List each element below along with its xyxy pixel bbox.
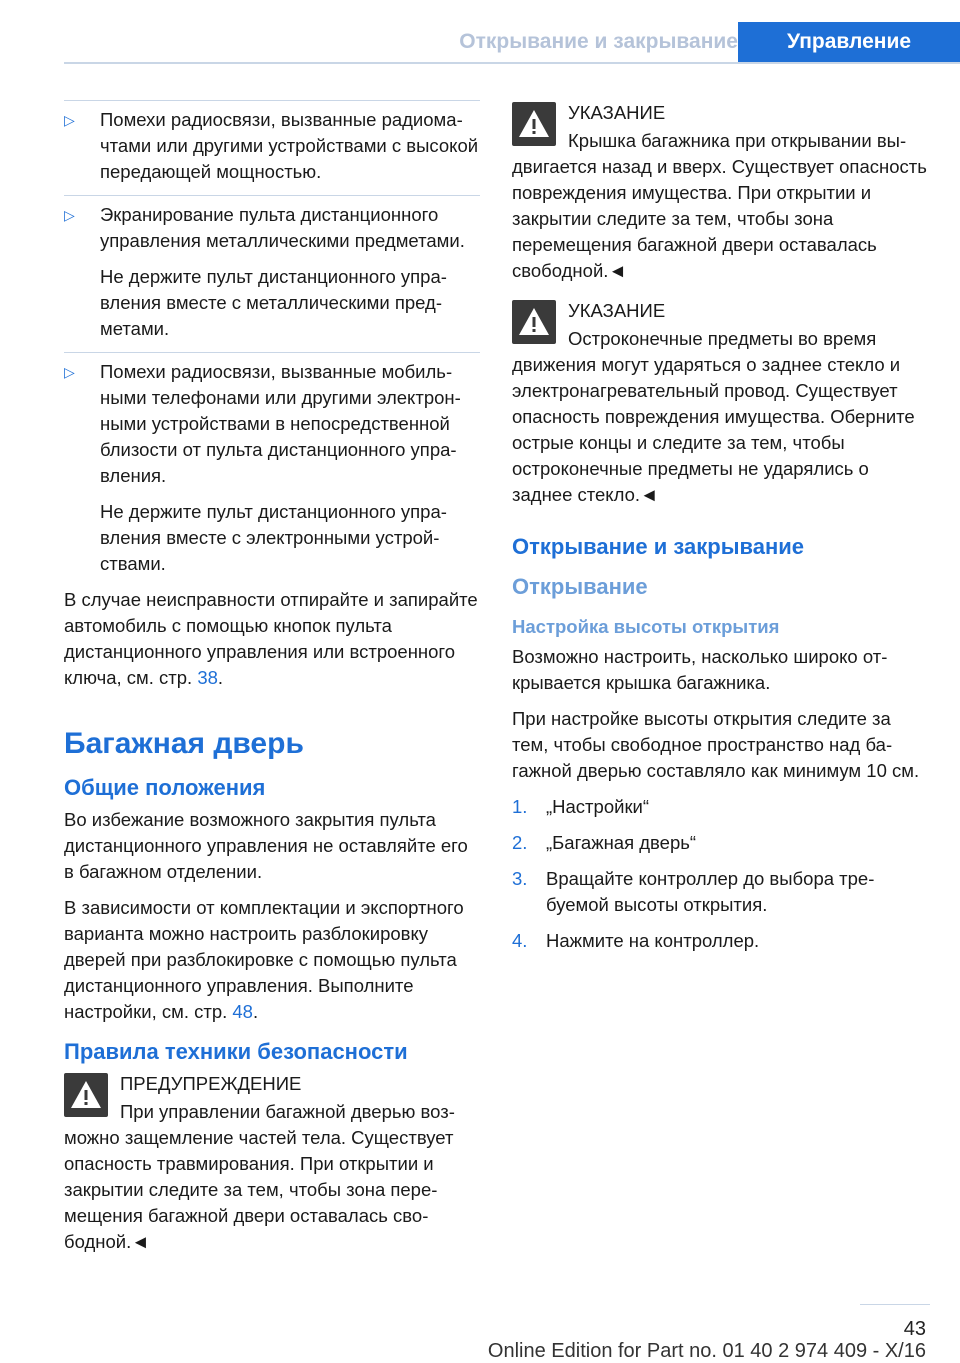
notice-text: Остроконечные предметы во время движения могут ударяться о заднее стекло и электронагревательный провод. Существует опасность повреждения имущества. Оберните острые концы и следите за тем, чтобы остроконечные предметы не ударялись о заднее стекло.◄ [512, 328, 915, 505]
paragraph: При настройке высоты открытия следите за тем, чтобы свободное пространство над багажной дверью составляло как минимум 10 см. [512, 708, 920, 781]
header-chapter-tab[interactable]: Управление [738, 22, 960, 62]
step-number: 1. [512, 796, 528, 817]
paragraph: Возможно настроить, насколько широко открывается крышка багажника. [512, 646, 888, 693]
paragraph: В зависимости от комплектации и экспортного варианта можно настроить разблокировку дверей при разблокировке с помощью пульта дистанционного управления. Выполните настройки, см. стр. 48. [64, 897, 464, 1022]
warning-triangle-icon [512, 300, 556, 344]
list-item [512, 866, 928, 918]
triangle-right-icon: ▷ [64, 364, 75, 380]
steps-list [512, 794, 928, 954]
header-section-title: Открывание и закрывание [459, 30, 738, 53]
warning-title: ПРЕДУПРЕЖДЕНИЕ [120, 1073, 302, 1094]
paragraph: Во избежание возможного закрытия пульта дистанционного управления не оставляйте его в багажном отделении. [64, 809, 468, 882]
divider [64, 352, 480, 353]
notice-title: УКАЗАНИЕ [568, 102, 666, 123]
edition-footer: Online Edition for Part no. 01 40 2 974 409 - X/16 [487, 1340, 926, 1362]
step-text: Вращайте контроллер до выбора требуемой высоты открытия. [546, 868, 875, 915]
bullet-text: Помехи радиосвязи, вызванные мобильными телефонами или другими электронными устройствами в непосредственной близости от пульта дистанционного управления. [100, 361, 461, 486]
list-item [512, 794, 928, 820]
left-column [64, 100, 480, 1269]
section-heading: Багажная дверь [64, 727, 304, 760]
step-text: „Багажная дверь“ [546, 832, 697, 853]
subsection-heading: Правила техники безопасности [64, 1039, 408, 1064]
warning-triangle-icon [64, 1073, 108, 1117]
step-text: „Настройки“ [546, 796, 650, 817]
step-text: Нажмите на контроллер. [546, 930, 760, 951]
bullet-text: Помехи радиосвязи, вызванные радиомачтами или другими устройствами с высокой передающей мощностью. [100, 109, 479, 182]
page-number: 43 [903, 1318, 926, 1340]
divider [64, 100, 480, 101]
notice-block [512, 298, 928, 508]
step-number: 3. [512, 868, 528, 889]
notice-title: УКАЗАНИЕ [568, 300, 666, 321]
list-item [512, 830, 928, 856]
section-heading: Открывание и закрывание [512, 534, 805, 559]
page-header [64, 0, 960, 64]
page-link-38[interactable]: 38 [197, 667, 218, 688]
warning-block [64, 1071, 480, 1255]
notice-text: Крышка багажника при открывании выдвигается назад и вверх. Существует опасность повреждения имущества. При открытии и закрытии следите за тем, чтобы зона перемещения багажной двери оставалась свободной.◄ [512, 130, 927, 281]
malfunction-paragraph: В случае неисправности отпирайте и запирайте автомобиль с помощью кнопок пульта дистанционного управления или встроенного ключа, см. стр. 38. [64, 589, 478, 688]
right-column [512, 100, 928, 964]
paragraph-text: В зависимости от комплектации и экспортного варианта можно настроить разблокировку дверей при разблокировке с помощью пульта дистанционного управления. Выполните настройки, см. стр. [64, 897, 464, 1022]
topic-heading: Настройка высоты открытия [512, 616, 780, 637]
bullet-note: Не держите пульт дистанционного управления вместе с металлическими предметами. [100, 266, 447, 339]
divider [64, 195, 480, 196]
notice-block [512, 100, 928, 284]
subsection-heading: Общие положения [64, 775, 266, 800]
bullet-text: Экранирование пульта дистанционного управления металлическими предметами. [100, 204, 465, 251]
list-item [64, 202, 480, 254]
subsection-heading: Открывание [512, 574, 648, 599]
footer-divider [860, 1304, 930, 1305]
list-item [64, 359, 480, 489]
bullet-note: Не держите пульт дистанционного управления вместе с электронными устройствами. [100, 501, 447, 574]
warning-text: При управлении багажной дверью возможно защемление частей тела. Существует опасность травмирования. При открытии и закрытии следите за тем, чтобы зона перемещения багажной двери оставалась свободной.◄ [64, 1101, 455, 1252]
warning-triangle-icon [512, 102, 556, 146]
malfunction-text: В случае неисправности отпирайте и запирайте автомобиль с помощью кнопок пульта дистанционного управления или встроенного ключа, см. стр. [64, 589, 478, 688]
list-item [512, 928, 928, 954]
page-link-48[interactable]: 48 [232, 1001, 253, 1022]
triangle-right-icon: ▷ [64, 207, 75, 223]
step-number: 4. [512, 930, 528, 951]
step-number: 2. [512, 832, 528, 853]
list-item [64, 107, 480, 185]
triangle-right-icon: ▷ [64, 112, 75, 128]
